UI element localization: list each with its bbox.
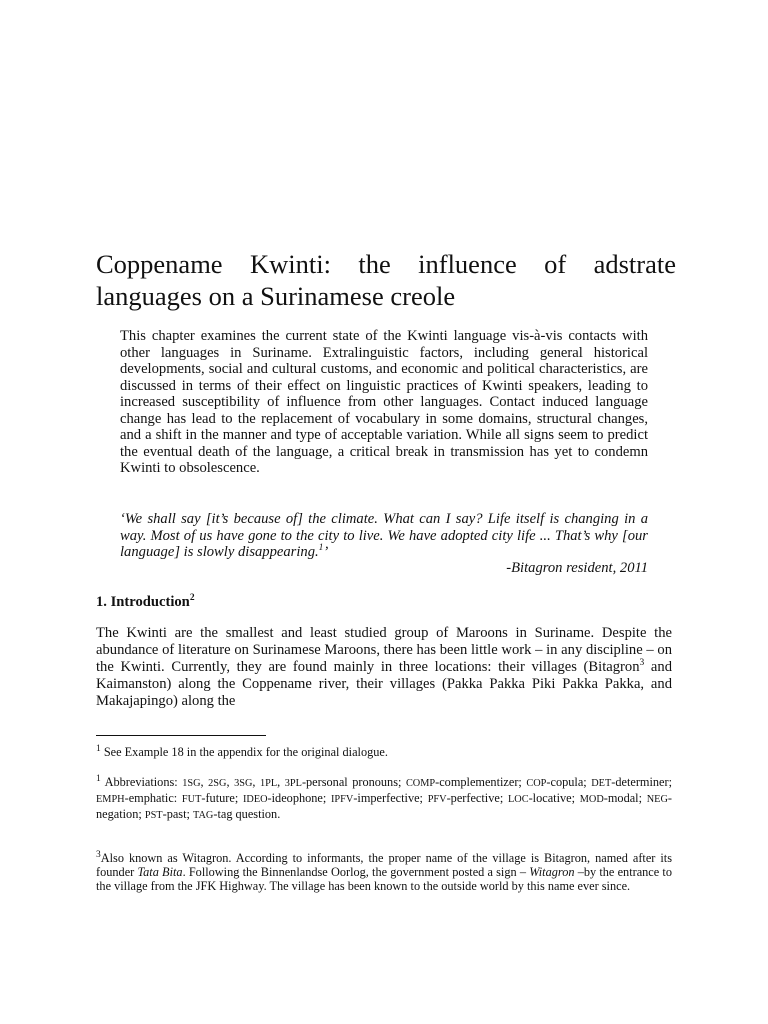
footnote-divider xyxy=(96,735,266,736)
abbreviation-text: -future; xyxy=(201,791,243,806)
abbreviation-text: -emphatic: xyxy=(124,791,182,806)
abbreviation-text: -complementizer; xyxy=(435,775,527,789)
footnote-2-mark: 1 xyxy=(96,773,101,784)
abbreviation-code: DET xyxy=(591,778,612,789)
abbreviation-code: TAG xyxy=(193,810,214,822)
abbreviation-text: -personal pronouns; xyxy=(301,775,406,789)
abbreviation-code: FUT xyxy=(181,794,202,806)
abbreviation-text: -tag question. xyxy=(213,807,281,822)
epigraph-text: ‘We shall say [it’s because of] the climate. What can I say? Life itself is changing in a way. Most of us have gone to the city to live. We have adopted city life ... That’s why [our language] is slowly disappearing. xyxy=(120,511,648,560)
footnote-1 xyxy=(96,745,672,759)
epigraph-attribution: -Bitagron resident, 2011 xyxy=(506,560,648,576)
abbreviation-code: PFV xyxy=(427,794,447,806)
abbreviation-text: -imperfective; xyxy=(353,791,428,806)
chapter-title: Coppename Kwinti: the influence of adstrate languages on a Surinamese creole xyxy=(96,249,676,311)
footnote-ref-2[interactable]: 2 xyxy=(189,593,195,604)
abbreviation-text: -copula; xyxy=(546,775,592,789)
footnote-3-italic-b: Witagron xyxy=(529,865,575,880)
abbreviation-text: -locative; xyxy=(528,791,580,806)
abbreviation-text: -determiner; xyxy=(611,775,673,789)
abbreviation-text: , xyxy=(226,775,235,789)
abbreviation-text: -ideophone; xyxy=(267,791,331,806)
abbreviation-code: IDEO xyxy=(242,794,268,806)
abbreviation-code: COP xyxy=(526,778,547,789)
abbreviation-code: EMPH xyxy=(96,794,125,806)
abstract: This chapter examines the current state of the Kwinti language vis-à-vis contacts with other languages in Suriname. Extralinguistic factors, including general historical developments, social and cultural customs, and economic and political characteristics, are discussed in terms of their effect on linguistic practices of Kwinti speakers, leading to increased susceptibility of influence from other languages. Contact induced language change has lead to the replacement of vocabulary in some domains, structural changes, and a shift in the manner and type of acceptable variation. While all signs seem to predict the eventual death of the language, a critical break in transmission has yet to condemn Kwinti to obsolescence. xyxy=(120,328,648,476)
abbreviation-text: , xyxy=(252,775,260,789)
footnote-3-mark: 3 xyxy=(96,849,101,860)
footnote-3 xyxy=(96,851,672,894)
section-heading xyxy=(96,593,195,611)
footnote-3-italic-a: Tata Bita xyxy=(137,865,183,880)
abbreviation-text: -perfective; xyxy=(446,791,508,806)
abbreviation-code: PST xyxy=(144,810,163,822)
abbreviation-code: 2SG xyxy=(208,778,227,789)
abbreviation-text: -modal; xyxy=(603,791,647,806)
abbreviation-code: 3PL xyxy=(284,778,302,789)
abbreviation-code: IPFV xyxy=(331,794,354,806)
abbreviation-code: NEG xyxy=(646,794,668,806)
abbreviation-code: MOD xyxy=(579,794,604,806)
footnote-1-text: See Example 18 in the appendix for the original dialogue. xyxy=(100,745,388,759)
abbreviation-text: Abbreviations: xyxy=(100,775,183,789)
abbreviation-text: -past; xyxy=(162,807,193,822)
epigraph-quote xyxy=(120,511,648,561)
abbreviation-text: , xyxy=(277,775,285,789)
epigraph-closing-quote: ’ xyxy=(323,544,329,560)
abbreviation-code: 1SG xyxy=(182,778,201,789)
footnote-ref-1[interactable]: 1 xyxy=(318,543,324,554)
abbreviation-text: -negation; xyxy=(96,791,673,822)
abbreviation-text: , xyxy=(200,775,209,789)
paragraph-text-part2: and Kaimanston) along the Coppename river, their villages (Pakka Pakka Piki Pakka Pakka, and Makajapingo) along the xyxy=(96,659,672,709)
footnote-1-mark: 1 xyxy=(96,743,101,754)
abbreviation-code: 1PL xyxy=(259,778,278,789)
footnote-3-text-b: . Following the Binnenlandse Oorlog, the government posted a sign – xyxy=(182,865,530,880)
footnote-3-text-a: Also known as Witagron. According to informants, the proper name of the village is Bitagron, named after its founder xyxy=(96,851,672,880)
paragraph-text-part1: The Kwinti are the smallest and least studied group of Maroons in Suriname. Despite the abundance of literature on Surinamese Maroons, there has been little work – in any discipline – on the Kwinti. Currently, they are found mainly in three locations: their villages (Bitagron xyxy=(96,625,672,675)
introduction-paragraph xyxy=(96,625,672,710)
footnote-ref-3[interactable]: 3 xyxy=(639,658,645,669)
abbreviation-code: COMP xyxy=(405,778,436,789)
footnote-2-text xyxy=(96,775,672,821)
footnote-2 xyxy=(96,775,672,824)
section-heading-text: 1. Introduction xyxy=(96,594,190,610)
footnote-3-text-c: –by the entrance to the village from the JFK Highway. The village has been known to the outside world by this name ever since. xyxy=(96,865,672,894)
abbreviation-code: LOC xyxy=(507,794,529,806)
abbreviation-code: 3SG xyxy=(234,778,253,789)
